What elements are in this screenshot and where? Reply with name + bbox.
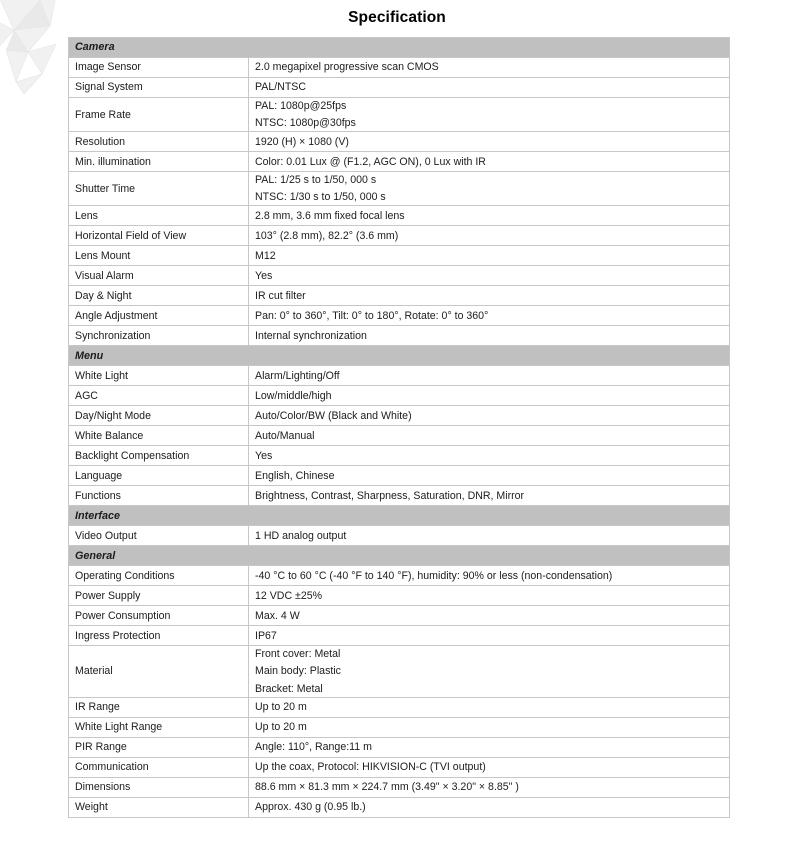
spec-row [69, 98, 730, 132]
spec-row-label: White Balance [69, 426, 249, 446]
spec-value-line: PAL/NTSC [255, 81, 307, 94]
spec-value-line: Angle: 110°, Range:11 m [255, 741, 372, 754]
spec-value-line: NTSC: 1/30 s to 1/50, 000 s [255, 191, 386, 204]
spec-row-value [249, 777, 730, 797]
spec-value-line: Up to 20 m [255, 721, 307, 734]
spec-row [69, 386, 730, 406]
spec-row-label: White Light Range [69, 717, 249, 737]
spec-row-label: Shutter Time [69, 172, 249, 206]
spec-value-line: English, Chinese [255, 469, 335, 482]
spec-value-line: Main body: Plastic [255, 665, 341, 678]
spec-row-value [249, 526, 730, 546]
specification-table [68, 37, 730, 818]
spec-row-label: Language [69, 466, 249, 486]
page-title: Specification [348, 9, 446, 26]
spec-row [69, 777, 730, 797]
spec-row [69, 626, 730, 646]
spec-value-line: Pan: 0° to 360°, Tilt: 0° to 180°, Rotate: 0° to 360° [255, 309, 489, 322]
spec-value-line: 12 VDC ±25% [255, 589, 323, 602]
spec-value-line: -40 °C to 60 °C (-40 °F to 140 °F), humidity: 90% or less (non-condensation) [255, 569, 613, 582]
spec-value-line: Color: 0.01 Lux @ (F1.2, AGC ON), 0 Lux with IR [255, 155, 486, 168]
spec-row-label: Functions [69, 486, 249, 506]
spec-value-line: Approx. 430 g (0.95 lb.) [255, 801, 366, 814]
spec-row-label: Communication [69, 757, 249, 777]
spec-row [69, 306, 730, 326]
spec-row [69, 586, 730, 606]
spec-row-value [249, 586, 730, 606]
spec-row-label: Day/Night Mode [69, 406, 249, 426]
spec-row-value [249, 697, 730, 717]
spec-row-value [249, 226, 730, 246]
spec-row-value [249, 326, 730, 346]
spec-row-label: Resolution [69, 132, 249, 152]
spec-value-line: M12 [255, 249, 276, 262]
spec-row [69, 172, 730, 206]
spec-row-value [249, 306, 730, 326]
spec-row-value [249, 98, 730, 132]
spec-row [69, 466, 730, 486]
spec-row [69, 246, 730, 266]
spec-value-line: PAL: 1080p@25fps [255, 100, 347, 112]
spec-row-label: Synchronization [69, 326, 249, 346]
spec-row [69, 566, 730, 586]
spec-row [69, 152, 730, 172]
spec-row-value [249, 566, 730, 586]
spec-row-value [249, 78, 730, 98]
spec-row-value [249, 286, 730, 306]
spec-value-line: Up the coax, Protocol: HIKVISION-C (TVI output) [255, 761, 486, 774]
spec-row-label: Image Sensor [69, 58, 249, 78]
spec-row-label: White Light [69, 366, 249, 386]
spec-row [69, 132, 730, 152]
spec-value-line: 103° (2.8 mm), 82.2° (3.6 mm) [255, 229, 399, 242]
section-header-row [69, 546, 730, 566]
spec-value-line: Up to 20 m [255, 701, 307, 714]
spec-row [69, 646, 730, 697]
spec-row-value [249, 757, 730, 777]
spec-row-label: Horizontal Field of View [69, 226, 249, 246]
spec-row [69, 446, 730, 466]
spec-value-line: Yes [255, 269, 273, 282]
spec-row-label: Backlight Compensation [69, 446, 249, 466]
spec-value-line: Brightness, Contrast, Sharpness, Saturation, DNR, Mirror [255, 489, 525, 502]
spec-row-value [249, 646, 730, 697]
spec-row [69, 326, 730, 346]
spec-row-value [249, 266, 730, 286]
spec-row-label: Day & Night [69, 286, 249, 306]
spec-value-line: NTSC: 1080p@30fps [255, 117, 356, 130]
spec-row [69, 226, 730, 246]
spec-row-label: Min. illumination [69, 152, 249, 172]
spec-row-label: Lens Mount [69, 246, 249, 266]
spec-row-value [249, 172, 730, 206]
spec-row-value [249, 717, 730, 737]
specification-table-body [69, 38, 730, 818]
spec-row-label: Material [69, 646, 249, 697]
spec-value-line: Auto/Color/BW (Black and White) [255, 409, 412, 422]
spec-row-value [249, 386, 730, 406]
spec-row [69, 406, 730, 426]
spec-row-label: Ingress Protection [69, 626, 249, 646]
spec-row-value [249, 606, 730, 626]
spec-value-line: Low/middle/high [255, 389, 332, 402]
spec-row-label: AGC [69, 386, 249, 406]
spec-row-value [249, 206, 730, 226]
spec-row-value [249, 152, 730, 172]
spec-row-label: Lens [69, 206, 249, 226]
spec-row [69, 606, 730, 626]
spec-value-line: 88.6 mm × 81.3 mm × 224.7 mm (3.49" × 3.20" × 8.85" ) [255, 781, 519, 794]
spec-row [69, 58, 730, 78]
spec-row-value [249, 366, 730, 386]
spec-value-line: 1920 (H) × 1080 (V) [255, 135, 349, 148]
spec-row [69, 286, 730, 306]
spec-row-value [249, 466, 730, 486]
spec-value-line: 2.8 mm, 3.6 mm fixed focal lens [255, 209, 405, 222]
section-header-label: Interface [69, 506, 730, 526]
spec-row-value [249, 446, 730, 466]
spec-row-value [249, 246, 730, 266]
spec-row-label: Video Output [69, 526, 249, 546]
spec-value-line: Bracket: Metal [255, 682, 323, 695]
spec-row-label: Visual Alarm [69, 266, 249, 286]
spec-value-line: 2.0 megapixel progressive scan CMOS [255, 61, 439, 74]
spec-row-value [249, 426, 730, 446]
spec-row-value [249, 486, 730, 506]
spec-value-line: Internal synchronization [255, 329, 367, 342]
spec-row [69, 526, 730, 546]
spec-row [69, 266, 730, 286]
spec-row-value [249, 132, 730, 152]
spec-value-line: PAL: 1/25 s to 1/50, 000 s [255, 174, 377, 187]
spec-row [69, 717, 730, 737]
spec-row [69, 426, 730, 446]
spec-value-line: IR cut filter [255, 289, 306, 302]
spec-value-line: Yes [255, 449, 273, 462]
section-header-label: General [69, 546, 730, 566]
spec-value-line: IP67 [255, 629, 277, 642]
spec-row-label: Weight [69, 797, 249, 817]
spec-row-label: IR Range [69, 697, 249, 717]
spec-value-line: Max. 4 W [255, 609, 300, 622]
spec-value-line: Alarm/Lighting/Off [255, 369, 340, 382]
spec-value-line: Front cover: Metal [255, 648, 341, 661]
spec-row-value [249, 406, 730, 426]
spec-row-label: Power Consumption [69, 606, 249, 626]
spec-row-label: Signal System [69, 78, 249, 98]
spec-value-line: 1 HD analog output [255, 529, 347, 542]
section-header-label: Camera [69, 38, 730, 58]
spec-row-label: PIR Range [69, 737, 249, 757]
spec-row [69, 697, 730, 717]
spec-row [69, 797, 730, 817]
spec-row-label: Frame Rate [69, 98, 249, 132]
section-header-row [69, 38, 730, 58]
spec-row-label: Operating Conditions [69, 566, 249, 586]
spec-row-label: Angle Adjustment [69, 306, 249, 326]
spec-row-label: Dimensions [69, 777, 249, 797]
spec-row [69, 486, 730, 506]
section-header-row [69, 506, 730, 526]
spec-value-line: Auto/Manual [255, 429, 315, 442]
spec-row-value [249, 797, 730, 817]
spec-row [69, 737, 730, 757]
spec-row [69, 78, 730, 98]
spec-row-value [249, 58, 730, 78]
section-header-row [69, 346, 730, 366]
spec-row [69, 366, 730, 386]
spec-row [69, 757, 730, 777]
spec-row-label: Power Supply [69, 586, 249, 606]
section-header-label: Menu [69, 346, 730, 366]
spec-row-value [249, 626, 730, 646]
spec-row-value [249, 737, 730, 757]
spec-row [69, 206, 730, 226]
